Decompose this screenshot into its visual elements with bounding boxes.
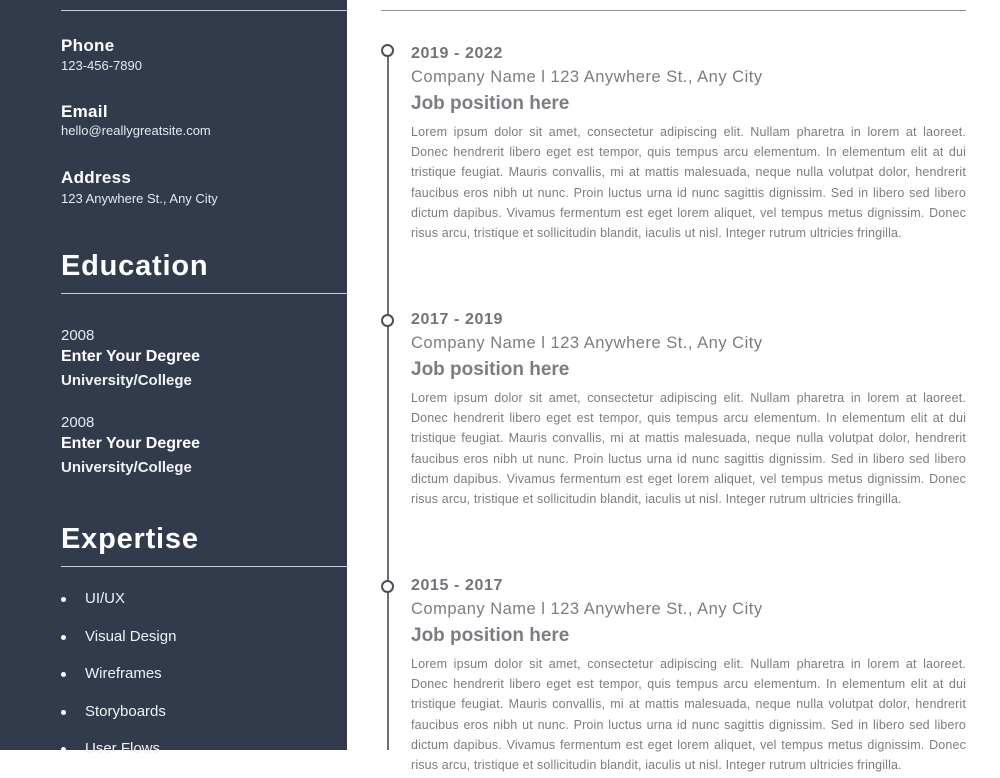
job-description: Lorem ipsum dolor sit amet, consectetur adipiscing elit. Nullam pharetra in lorem at laoreet. Donec hendrerit libero eget est tempor, quis tempus arcu elementum. In elementum elit at dui tristique feugiat. Mauris convallis, mi at mattis malesuada, neque nulla volutpat dolor, hendrerit faucibus eros nibh ut nunc. Proin luctus urna id nunc sagittis dignissim. Sed in libero sed libero dictum dapibus. Vivamus fermentum est eget lorem aliquet, vel tempus metus dignissim. Donec risus arcu, tristique et sollicitudin blandit, iaculis ut nisl. Integer rutrum ultricies fringilla. bbox=[411, 657, 966, 773]
job-position: Job position here bbox=[411, 359, 570, 380]
address-label: Address bbox=[61, 168, 132, 187]
phone-label: Phone bbox=[61, 36, 115, 55]
expertise-item-label: Storyboards bbox=[85, 702, 166, 720]
job-company: Company Name l 123 Anywhere St., Any City bbox=[411, 68, 763, 86]
timeline-line bbox=[387, 50, 389, 750]
job-entry bbox=[411, 309, 966, 509]
address-value: 123 Anywhere St., Any City bbox=[61, 191, 218, 206]
job-description: Lorem ipsum dolor sit amet, consectetur adipiscing elit. Nullam pharetra in lorem at laoreet. Donec hendrerit libero eget est tempor, quis tempus arcu elementum. In elementum elit at dui tristique feugiat. Mauris convallis, mi at mattis malesuada, neque nulla volutpat dolor, hendrerit faucibus eros nibh ut nunc. Proin luctus urna id nunc sagittis dignissim. Sed in libero sed libero dictum dapibus. Vivamus fermentum est eget lorem aliquet, vel tempus metus dignissim. Donec risus arcu, tristique et sollicitudin blandit, iaculis ut nisl. Integer rutrum ultricies fringilla. bbox=[411, 125, 966, 241]
experience-divider bbox=[381, 10, 966, 11]
expertise-list bbox=[61, 590, 176, 778]
expertise-item-label: User Flows bbox=[85, 740, 161, 757]
phone-value: 123-456-7890 bbox=[61, 58, 142, 73]
expertise-item-label: UI/UX bbox=[85, 590, 126, 607]
job-position: Job position here bbox=[411, 93, 570, 114]
bullet-icon bbox=[61, 635, 66, 640]
bullet-icon bbox=[61, 710, 66, 715]
timeline-node-icon bbox=[381, 314, 394, 327]
job-description: Lorem ipsum dolor sit amet, consectetur adipiscing elit. Nullam pharetra in lorem at laoreet. Donec hendrerit libero eget est tempor, quis tempus arcu elementum. In elementum elit at dui tristique feugiat. Mauris convallis, mi at mattis malesuada, neque nulla volutpat dolor, hendrerit faucibus eros nibh ut nunc. Proin luctus urna id nunc sagittis dignissim. Sed in libero sed libero dictum dapibus. Vivamus fermentum est eget lorem aliquet, vel tempus metus dignissim. Donec risus arcu, tristique et sollicitudin blandit, iaculis ut nisl. Integer rutrum ultricies fringilla. bbox=[411, 391, 966, 507]
education-school: University/College bbox=[61, 459, 192, 476]
timeline-node-icon bbox=[381, 44, 394, 57]
bullet-icon bbox=[61, 597, 66, 602]
education-year: 2008 bbox=[61, 327, 95, 344]
job-years: 2017 - 2019 bbox=[411, 311, 504, 328]
education-degree: Enter Your Degree bbox=[61, 435, 201, 452]
education-title: Education bbox=[61, 250, 209, 282]
education-divider bbox=[61, 293, 347, 294]
bullet-icon bbox=[61, 672, 66, 677]
expertise-item bbox=[61, 740, 176, 778]
expertise-title: Expertise bbox=[61, 523, 199, 555]
job-entry bbox=[411, 575, 966, 775]
timeline-node-icon bbox=[381, 580, 394, 593]
job-company: Company Name l 123 Anywhere St., Any City bbox=[411, 334, 763, 352]
job-years: 2019 - 2022 bbox=[411, 45, 504, 62]
sidebar-top-divider bbox=[61, 10, 347, 11]
job-entry bbox=[411, 43, 966, 243]
expertise-item bbox=[61, 665, 176, 703]
email-value: hello@reallygreatsite.com bbox=[61, 123, 211, 138]
expertise-item bbox=[61, 590, 176, 628]
expertise-item bbox=[61, 628, 176, 666]
sidebar bbox=[0, 0, 347, 757]
education-school: University/College bbox=[61, 372, 192, 389]
education-year: 2008 bbox=[61, 414, 95, 431]
job-position: Job position here bbox=[411, 625, 570, 646]
expertise-item-label: Wireframes bbox=[85, 665, 162, 682]
expertise-divider bbox=[61, 566, 347, 567]
expertise-item bbox=[61, 703, 176, 741]
job-years: 2015 - 2017 bbox=[411, 577, 504, 594]
expertise-item-label: Visual Design bbox=[85, 627, 177, 645]
email-label: Email bbox=[61, 102, 108, 121]
job-company: Company Name l 123 Anywhere St., Any City bbox=[411, 600, 763, 618]
education-degree: Enter Your Degree bbox=[61, 348, 201, 365]
